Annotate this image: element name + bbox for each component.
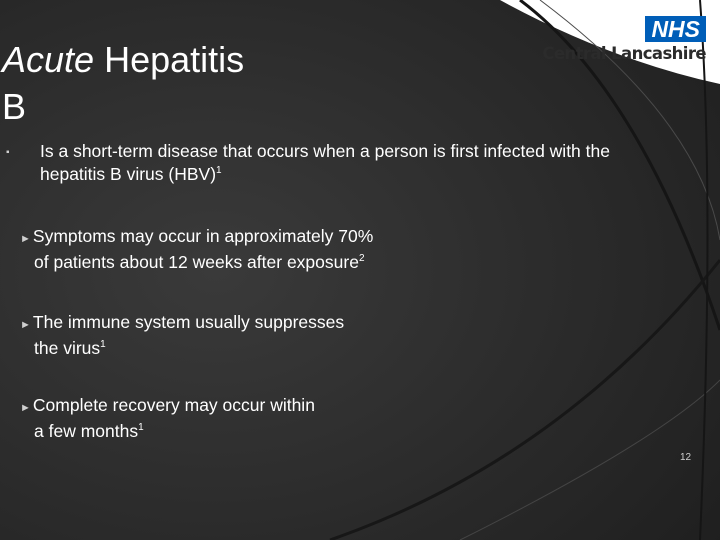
- sub-bullet-line-2-text: a few months: [34, 421, 139, 441]
- title-italic-word: Acute: [2, 39, 95, 80]
- sub-bullet-line-1: Complete recovery may occur within: [32, 395, 315, 415]
- sub-bullet-symptoms: [20, 225, 440, 274]
- sub-bullet-line-1: The immune system usually suppresses: [32, 312, 345, 332]
- nhs-badge: NHS: [645, 16, 706, 42]
- main-bullet-text: [6, 140, 676, 186]
- sub-bullet-ref: 1: [100, 339, 106, 350]
- arrow-bullet-icon: ►: [20, 402, 31, 414]
- sub-bullet-line-2-text: of patients about 12 weeks after exposure: [34, 252, 359, 272]
- org-name: Central Lancashire: [542, 44, 706, 63]
- sub-bullet-line-2: [20, 251, 440, 274]
- arrow-bullet-icon: ►: [20, 319, 31, 331]
- title-line-2: B: [2, 86, 27, 127]
- sub-bullet-line-2: [20, 337, 440, 360]
- sub-bullet-ref: 1: [138, 422, 144, 433]
- title-rest: Hepatitis: [94, 39, 245, 80]
- slide-title: [2, 36, 244, 130]
- main-bullet-ref: 1: [216, 165, 222, 176]
- main-bullet: [6, 140, 676, 186]
- small-square-bullet-icon: ▪: [6, 147, 10, 158]
- sub-bullet-line-2: [20, 420, 440, 443]
- page-number: 12: [680, 452, 692, 463]
- sub-bullet-immune: [20, 311, 440, 360]
- sub-bullet-line-2-text: the virus: [34, 338, 101, 358]
- main-bullet-line-1: Is a short-term disease that occurs when a person is first infected with the: [40, 141, 610, 161]
- arrow-bullet-icon: ►: [20, 233, 31, 245]
- sub-bullet-recovery: [20, 394, 440, 443]
- nhs-logo: [532, 16, 712, 66]
- sub-bullet-line-1: Symptoms may occur in approximately 70%: [32, 226, 374, 246]
- main-bullet-line-2: hepatitis B virus (HBV): [40, 164, 217, 184]
- sub-bullet-ref: 2: [358, 253, 365, 264]
